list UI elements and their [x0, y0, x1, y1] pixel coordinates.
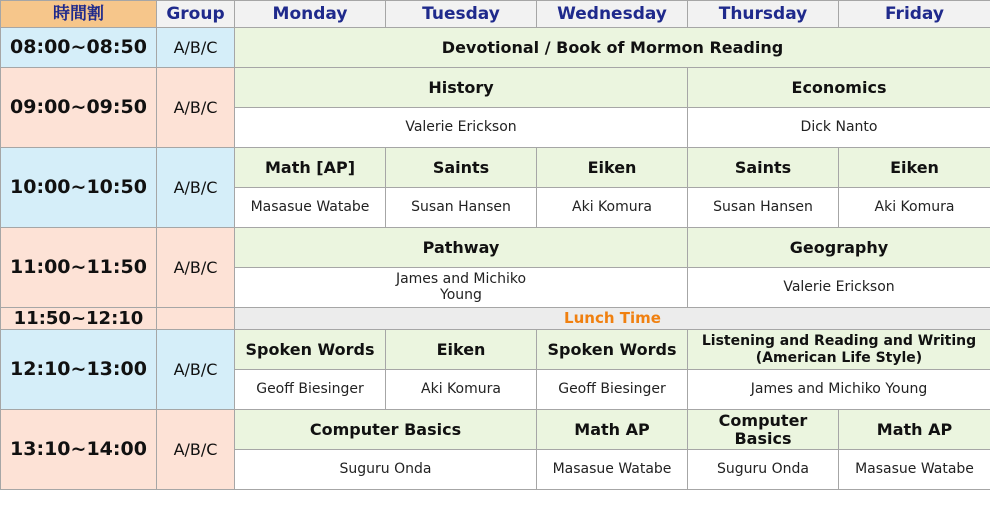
day-header-tuesday: Tuesday: [386, 1, 537, 28]
teacher-cell: Aki Komura: [839, 188, 990, 228]
period-group: A/B/C: [157, 410, 235, 490]
group-column-header: Group: [157, 1, 235, 28]
period-time: 11:00~11:50: [1, 228, 157, 308]
subject-cell: [688, 410, 839, 450]
day-header-friday: Friday: [839, 1, 990, 28]
teacher-cell: Valerie Erickson: [688, 268, 990, 308]
subject-cell: Saints: [688, 148, 839, 188]
teacher-cell: Susan Hansen: [386, 188, 537, 228]
teacher-cell: James and Michiko Young: [688, 370, 990, 410]
period-row: [1, 148, 990, 188]
header-row: [1, 1, 990, 28]
subject-cell: History: [235, 68, 688, 108]
teacher-cell: [235, 268, 688, 308]
time-column-header: 時間割: [1, 1, 157, 28]
subject-cell: Pathway: [235, 228, 688, 268]
subject-cell: Economics: [688, 68, 990, 108]
subject-name: Computer Basics: [718, 410, 808, 448]
teacher-name: James and Michiko Young: [395, 271, 527, 303]
period-row: [1, 330, 990, 370]
period-group: A/B/C: [157, 228, 235, 308]
period-time: 11:50~12:10: [1, 308, 157, 330]
period-time: 12:10~13:00: [1, 330, 157, 410]
period-time: 09:00~09:50: [1, 68, 157, 148]
teacher-cell: Suguru Onda: [235, 450, 537, 490]
period-time: 10:00~10:50: [1, 148, 157, 228]
teacher-cell: Aki Komura: [386, 370, 537, 410]
period-group: A/B/C: [157, 28, 235, 68]
subject-cell: Eiken: [386, 330, 537, 370]
teacher-cell: Geoff Biesinger: [235, 370, 386, 410]
period-group: A/B/C: [157, 148, 235, 228]
teacher-cell: Masasue Watabe: [537, 450, 688, 490]
day-header-monday: Monday: [235, 1, 386, 28]
lunch-label: Lunch Time: [235, 308, 990, 330]
period-row: [1, 68, 990, 108]
period-row: [1, 228, 990, 268]
period-time: 08:00~08:50: [1, 28, 157, 68]
period-group: [157, 308, 235, 330]
teacher-cell: Geoff Biesinger: [537, 370, 688, 410]
subject-cell: Math AP: [839, 410, 990, 450]
day-header-wednesday: Wednesday: [537, 1, 688, 28]
subject-cell: Computer Basics: [235, 410, 537, 450]
teacher-cell: Valerie Erickson: [235, 108, 688, 148]
period-row: [1, 28, 990, 68]
period-time: 13:10~14:00: [1, 410, 157, 490]
subject-cell: Spoken Words: [235, 330, 386, 370]
teacher-cell: Suguru Onda: [688, 450, 839, 490]
subject-cell: Math AP: [537, 410, 688, 450]
lunch-row: [1, 308, 990, 330]
subject-cell: Geography: [688, 228, 990, 268]
teacher-cell: Masasue Watabe: [839, 450, 990, 490]
period-group: A/B/C: [157, 68, 235, 148]
subject-cell: Eiken: [537, 148, 688, 188]
subject-cell: Devotional / Book of Mormon Reading: [235, 28, 990, 68]
subject-cell: Spoken Words: [537, 330, 688, 370]
subject-cell: Math [AP]: [235, 148, 386, 188]
subject-cell: Listening and Reading and Writing (American Life Style): [688, 330, 990, 370]
teacher-cell: Aki Komura: [537, 188, 688, 228]
subject-cell: Saints: [386, 148, 537, 188]
period-row: [1, 410, 990, 450]
period-group: A/B/C: [157, 330, 235, 410]
day-header-thursday: Thursday: [688, 1, 839, 28]
subject-cell: Eiken: [839, 148, 990, 188]
teacher-cell: Masasue Watabe: [235, 188, 386, 228]
teacher-cell: Susan Hansen: [688, 188, 839, 228]
teacher-cell: Dick Nanto: [688, 108, 990, 148]
